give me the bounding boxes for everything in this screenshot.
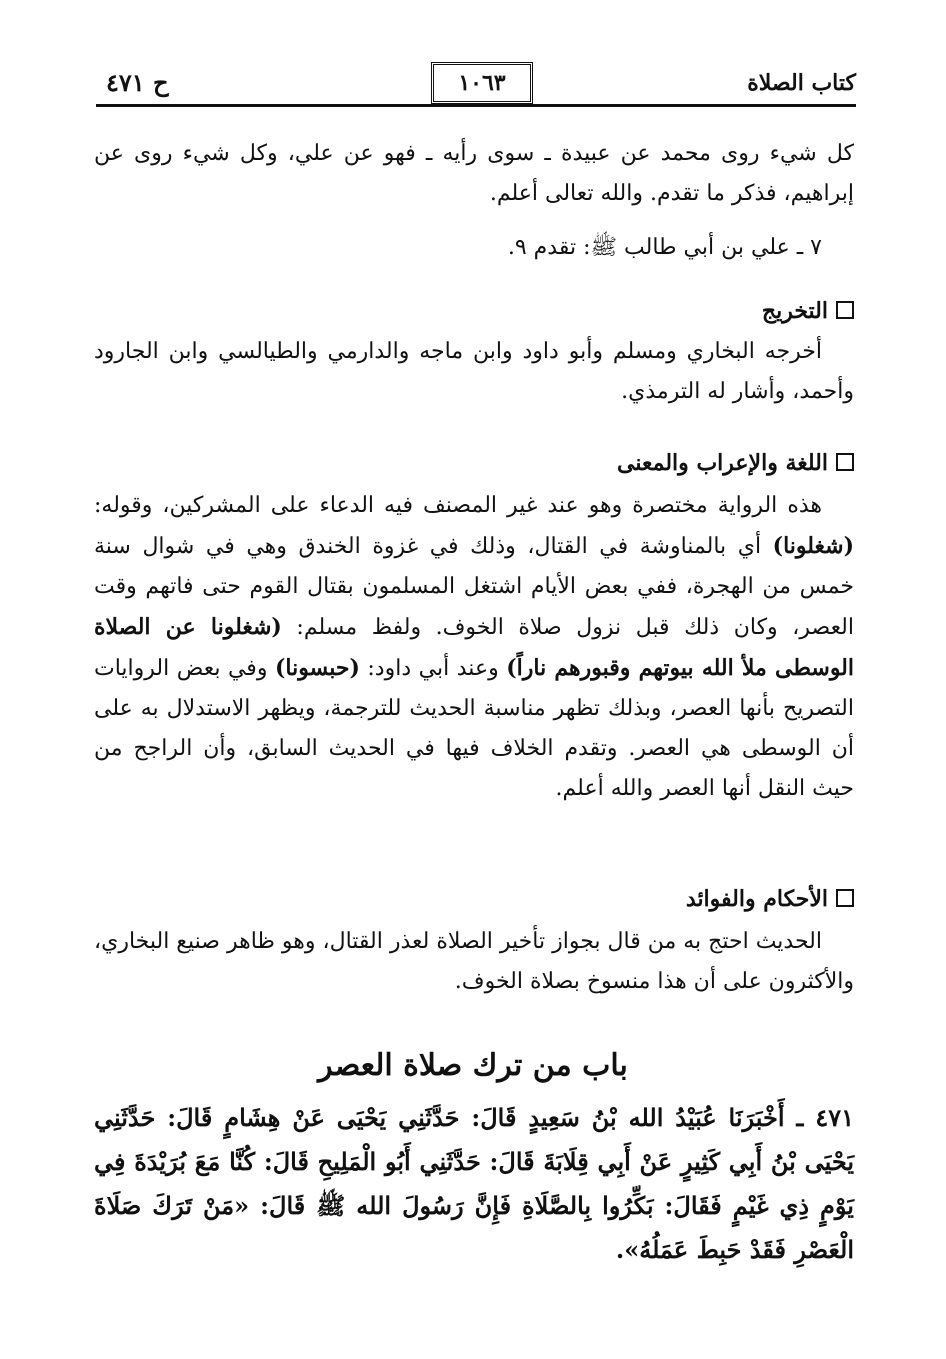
chapter-title: باب من ترك صلاة العصر	[318, 1048, 628, 1083]
lugha-paragraph	[94, 486, 854, 809]
quoted-term: (شغلونا)	[772, 533, 854, 559]
running-title: كتاب الصلاة	[747, 70, 856, 96]
header-divider	[96, 104, 856, 107]
section-takhrij-heading	[762, 296, 854, 326]
intro-paragraph: كل شيء روى محمد عن عبيدة ـ سوى رأيه ـ فهو عن علي، وكل شيء روى عن إبراهيم، فذكر ما تقدم. والله تعالى أعلم.	[94, 141, 854, 206]
square-bullet-icon	[836, 889, 854, 907]
section-lugha-heading	[617, 448, 854, 478]
quoted-narration: (شغلونا عن الصلاة الوسطى ملأ الله بيوتهم وقبورهم ناراً)	[94, 614, 854, 681]
page-number: ١٠٦٣	[431, 62, 533, 104]
section-title-text: الأحكام والفوائد	[685, 886, 828, 912]
lugha-text-2: أي بالمناوشة في القتال، وذلك في غزوة الخندق وهي في شوال سنة خمس من الهجرة، ففي بعض الأيام اشتغل المسلمون بقتال القوم حتى فاتهم وقت العصر، وكان ذلك قبل نزول صلاة الخوف. ولفظ مسلم:	[94, 534, 854, 640]
square-bullet-icon	[836, 453, 854, 471]
section-ahkam-heading	[686, 884, 854, 914]
hadith-text: ٤٧١ ـ أَخْبَرَنَا عُبَيْدُ الله بْنُ سَعِيدٍ قَالَ: حَدَّثَنِي يَحْيَى عَنْ هِشَامٍ قَالَ: حَدَّثَنِي يَحْيَى بْنُ أَبِي كَثِيرٍ عَنْ أَبِي قِلَابَةَ قَالَ: حَدَّثَنِي أَبُو الْمَلِيحِ قَالَ: كُنَّا مَعَ بُرَيْدَةَ فِي يَوْمٍ ذِي غَيْمٍ فَقَالَ: بَكِّرُوا بِالصَّلَاةِ فَإِنَّ رَسُولَ الله ﷺ قَالَ: «مَنْ تَرَكَ صَلَاةَ الْعَصْرِ فَقَدْ حَبِطَ عَمَلُهُ».	[94, 1103, 854, 1264]
quoted-term: (حبسونا)	[274, 655, 360, 681]
section-title-text: اللغة والإعراب والمعنى	[617, 450, 828, 476]
lugha-text-4: وفي بعض الروايات التصريح بأنها العصر، وبذلك تظهر مناسبة الحديث للترجمة، ويظهر الاستدلال به على أن الوسطى هي العصر. وتقدم الخلاف فيها في الحديث السابق، وأن الراجح من حيث النقل أنها العصر والله أعلم.	[94, 656, 854, 801]
takhrij-paragraph: أخرجه البخاري ومسلم وأبو داود وابن ماجه والدارمي والطيالسي وابن الجارود وأحمد، وأشار له الترمذي.	[94, 339, 854, 404]
hadith-reference: ح ٤٧١	[106, 68, 169, 97]
page-header	[96, 62, 856, 106]
lugha-text-1: هذه الرواية مختصرة وهو عند غير المصنف فيه الدعاء على المشركين، وقوله:	[94, 493, 822, 518]
ahkam-paragraph: الحديث احتج به من قال بجواز تأخير الصلاة لعذر القتال، وهو ظاهر صنيع البخاري، والأكثرون على أن هذا منسوخ بصلاة الخوف.	[94, 929, 854, 994]
section-title-text: التخريج	[761, 298, 828, 324]
narrator-note: ٧ ـ علي بن أبي طالب ﷺ: تقدم ٩.	[507, 235, 822, 260]
lugha-text-3: وعند أبي داود:	[367, 656, 499, 681]
square-bullet-icon	[836, 301, 854, 319]
